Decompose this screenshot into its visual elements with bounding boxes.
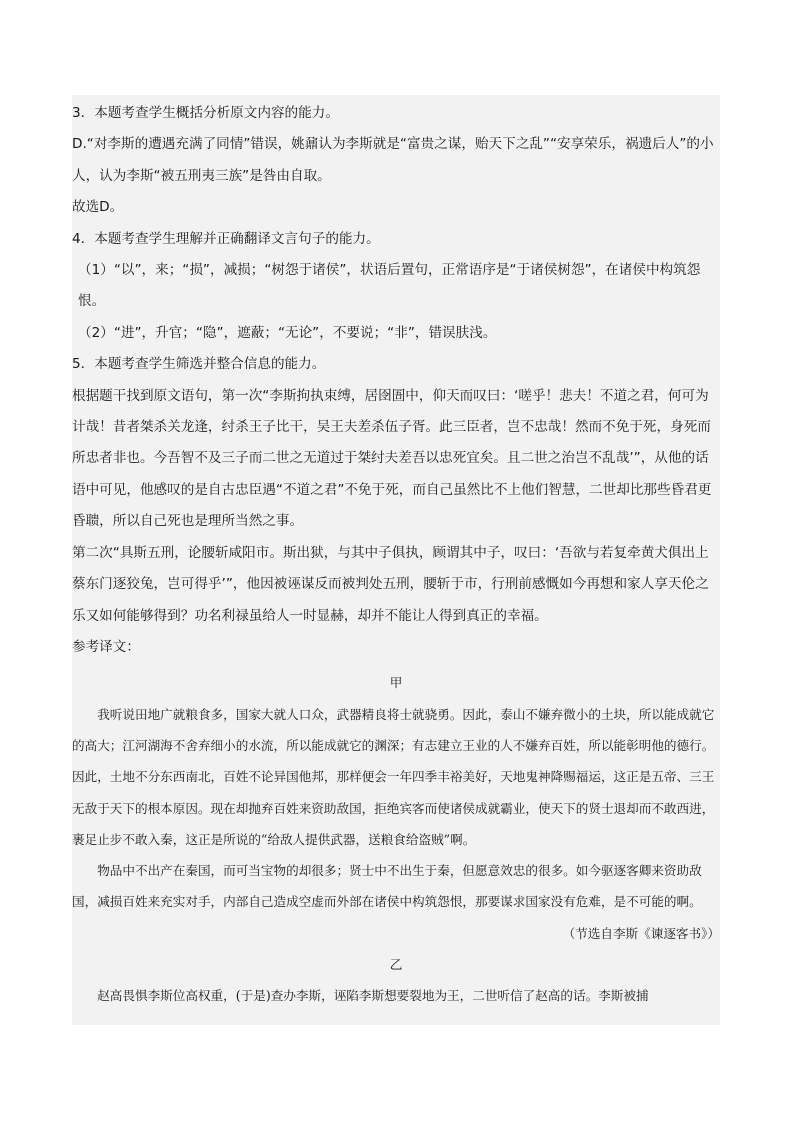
yi-paragraph-1: 赵高畏惧李斯位高权重，(于是)查办李斯，诬陷李斯想要裂地为王，二世听信了赵高的话。李斯被捕 bbox=[97, 988, 649, 1004]
reference-translation-label: 参考译文： bbox=[72, 638, 140, 655]
jia-source: （节选自李斯《谏逐客书》） bbox=[562, 925, 720, 941]
q5-paragraph-2: 第二次“具斯五刑，论腰斩咸阳市。斯出狱，与其中子俱执，顾谓其中子，叹曰：‘吾欲与若复牵黄犬俱出上蔡东门逐狡兔，岂可得乎’”，他因被诬谋反而被判处五刑，腰斩于市，行刑前感慨如今再想和家人享天伦之乐又如何能够得到？功名利禄虽给人一时显赫，却并不能让人得到真正的幸福。 bbox=[72, 544, 709, 624]
answer-analysis-block bbox=[72, 95, 720, 1025]
q4-item-2: （2）“进”，升官；“隐”，遮蔽；“无论”，不要说；“非”，错误肤浅。 bbox=[78, 324, 497, 341]
q5-paragraph-1: 根据题干找到原文语句，第一次“李斯拘执束缚，居囹圄中，仰天而叹曰：‘嗟乎！悲夫！不道之君，何可为计哉！昔者桀杀关龙逢，纣杀王子比干，吴王夫差杀伍子胥。此三臣者，岂不忠哉！然而不免于死，身死而所忠者非也。今吾智不及三子而二世之无道过于桀纣夫差吾以忠死宜矣。且二世之治岂不乱哉’”，从他的话语中可见，他感叹的是自古忠臣遇“不道之君”不免于死，而自己虽然比不上他们智慧，二世却比那些昏君更昏聩，所以自己死也是理所当然之事。 bbox=[72, 387, 712, 530]
jia-paragraph-1: 我听说田地广就粮食多，国家大就人口众，武器精良将士就骁勇。因此，泰山不嫌弃微小的土块，所以能成就它的高大；江河湖海不舍弃细小的水流，所以能成就它的渊深；有志建立王业的人不嫌弃百姓，所以能彰明他的德行。因此，土地不分东西南北，百姓不论异国他邦，那样便会一年四季丰裕美好，天地鬼神降赐福运，这正是五帝、三王无敌于天下的根本原因。现在却抛弃百姓来资助敌国，拒绝宾客而使诸侯成就霸业，使天下的贤士退却而不敢西进，裹足止步不敢入秦，这正是所说的“给敌人提供武器，送粮食给盗贼”啊。 bbox=[72, 706, 715, 847]
translation-section bbox=[72, 667, 720, 1011]
q3-body: D.“对李斯的遭遇充满了同情”错误，姚鼐认为李斯就是“富贵之谋，贻天下之乱”“安享荣乐，祸遗后人”的小人，认为李斯“被五刑夷三族”是咎由自取。 bbox=[72, 136, 714, 184]
jia-paragraph-2: 物品中不出产在秦国，而可当宝物的却很多；贤士中不出生于秦，但愿意效忠的很多。如今驱逐客卿来资助敌国，减损百姓来充实对手，内部自己造成空虚而外部在诸侯中构筑怨恨，那要谋求国家没有危难，是不可能的啊。 bbox=[72, 863, 702, 910]
q4-item-1: （1）“以”，来；“损”，减损；“树怨于诸侯”，状语后置句，正常语序是“于诸侯树怨”，在诸侯中构筑怨恨。 bbox=[78, 262, 701, 310]
q3-answer: 故选D。 bbox=[72, 199, 124, 216]
analysis-section bbox=[72, 95, 720, 663]
yi-heading: 乙 bbox=[389, 956, 403, 972]
q5-title: 5．本题考查学生筛选并整合信息的能力。 bbox=[72, 356, 326, 373]
q3-title: 3．本题考查学生概括分析原文内容的能力。 bbox=[72, 105, 339, 121]
jia-heading: 甲 bbox=[389, 675, 403, 691]
q4-title: 4．本题考查学生理解并正确翻译文言句子的能力。 bbox=[72, 230, 380, 247]
